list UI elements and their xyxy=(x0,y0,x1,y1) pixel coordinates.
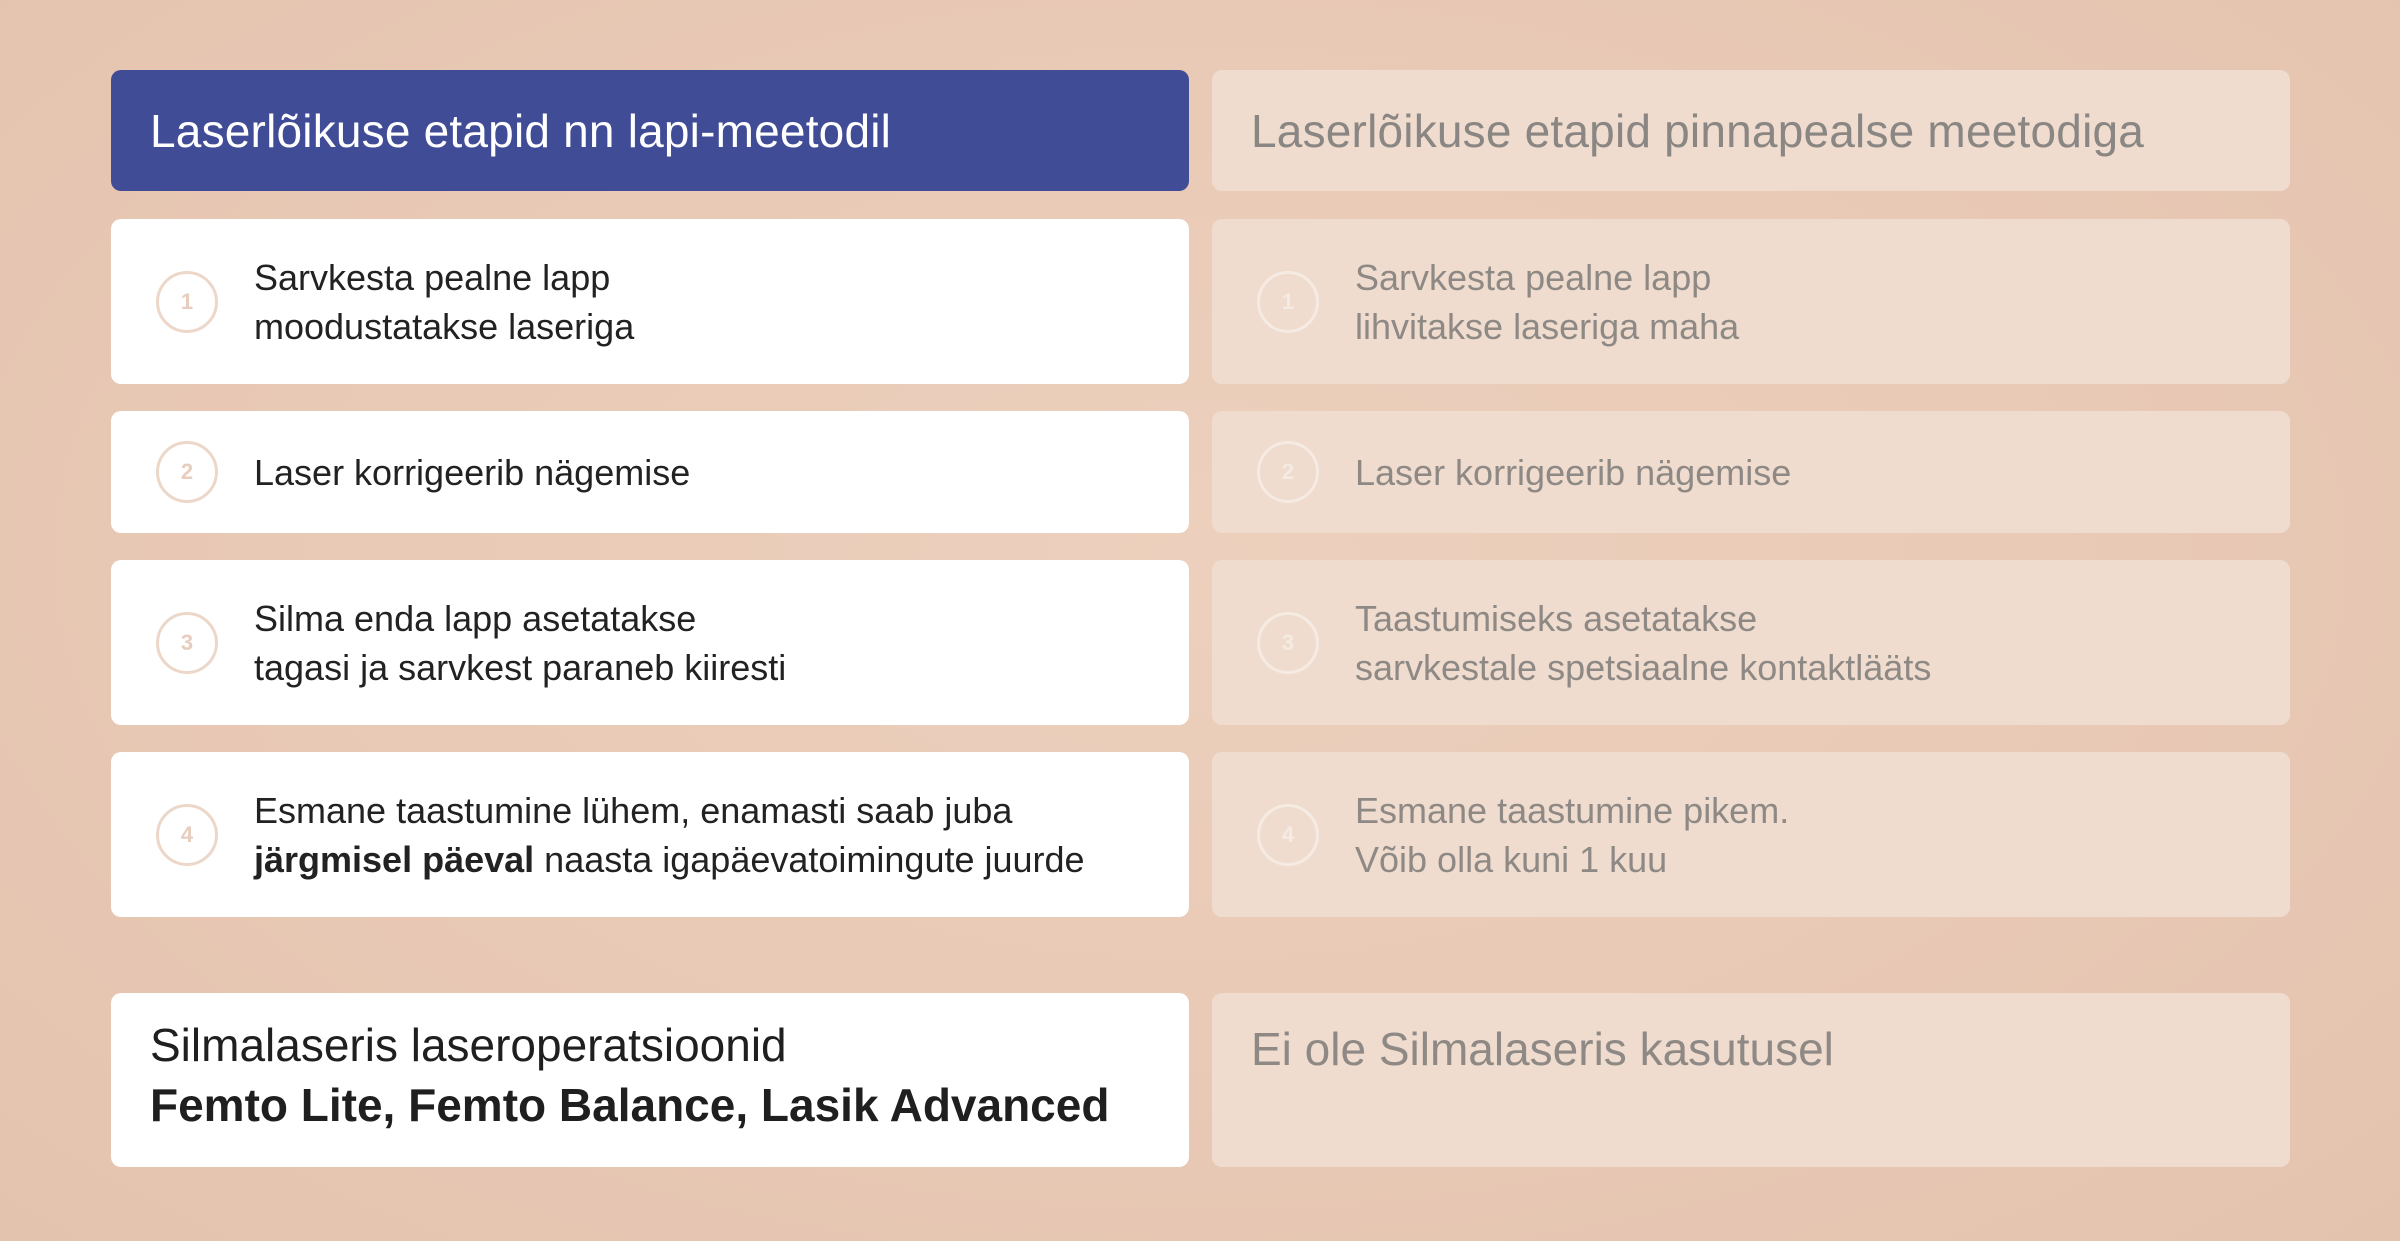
step-text-line: Laser korrigeerib nägemise xyxy=(1355,451,1792,493)
footer-note: Ei ole Silmalaseris kasutusel xyxy=(1251,1023,1834,1075)
step-text-line: Sarvkesta pealne lapp xyxy=(1355,256,1712,298)
step-text-line: sarvkestale spetsiaalne kontaktlääts xyxy=(1355,646,1932,688)
step-text-line xyxy=(254,835,1159,884)
step-text-line: Taastumiseks asetatakse xyxy=(1355,597,1758,639)
step-text-line: moodustatakse laseriga xyxy=(254,305,635,347)
step-number-badge: 2 xyxy=(156,441,218,503)
surface-method-header: Laserlõikuse etapid pinnapealse meetodiga xyxy=(1212,70,2290,191)
surface-step-1 xyxy=(1212,219,2290,384)
lapi-method-footer xyxy=(111,993,1189,1167)
step-text-line: Sarvkesta pealne lapp xyxy=(254,256,611,298)
surface-step-3 xyxy=(1212,560,2290,725)
footer-title: Silmalaseris laseroperatsioonid xyxy=(150,1019,787,1071)
lapi-step-1 xyxy=(111,219,1189,384)
step-number-badge: 1 xyxy=(156,271,218,333)
step-text-line: Silma enda lapp asetatakse xyxy=(254,597,697,639)
step-number-badge: 2 xyxy=(1257,441,1319,503)
footer-operations: Femto Lite, Femto Balance, Lasik Advanced xyxy=(150,1079,1110,1131)
step-number-badge: 3 xyxy=(156,612,218,674)
step-text-line: Laser korrigeerib nägemise xyxy=(254,451,691,493)
step-text xyxy=(1355,594,2260,692)
step-text xyxy=(1355,786,2260,884)
surface-method-column xyxy=(1212,70,2290,1075)
surface-method-footer xyxy=(1212,993,2290,1167)
lapi-step-3 xyxy=(111,560,1189,725)
step-text xyxy=(1355,253,2260,351)
step-number-badge: 4 xyxy=(1257,804,1319,866)
step-text-line: Võib olla kuni 1 kuu xyxy=(1355,838,1668,880)
step-text xyxy=(254,594,1159,692)
lapi-step-4 xyxy=(111,752,1189,917)
step-text-line: Esmane taastumine pikem. xyxy=(1355,789,1790,831)
surface-step-2 xyxy=(1212,411,2290,533)
lapi-method-column xyxy=(111,70,1189,1131)
step-text xyxy=(254,448,1159,497)
step-text-line: lihvitakse laseriga maha xyxy=(1355,305,1740,347)
step-number-badge: 4 xyxy=(156,804,218,866)
surface-step-4 xyxy=(1212,752,2290,917)
step-text xyxy=(1355,448,2260,497)
step-text-rest: naasta igapäevatoimingute juurde xyxy=(534,838,1085,880)
step-number-badge: 1 xyxy=(1257,271,1319,333)
step-text xyxy=(254,253,1159,351)
step-text-bold: järgmisel päeval xyxy=(254,838,535,880)
step-number-badge: 3 xyxy=(1257,612,1319,674)
lapi-method-header: Laserlõikuse etapid nn lapi-meetodil xyxy=(111,70,1189,191)
step-text xyxy=(254,786,1159,884)
lapi-step-2 xyxy=(111,411,1189,533)
step-text-line: Esmane taastumine lühem, enamasti saab juba xyxy=(254,789,1013,831)
step-text-line: tagasi ja sarvkest paraneb kiiresti xyxy=(254,646,787,688)
